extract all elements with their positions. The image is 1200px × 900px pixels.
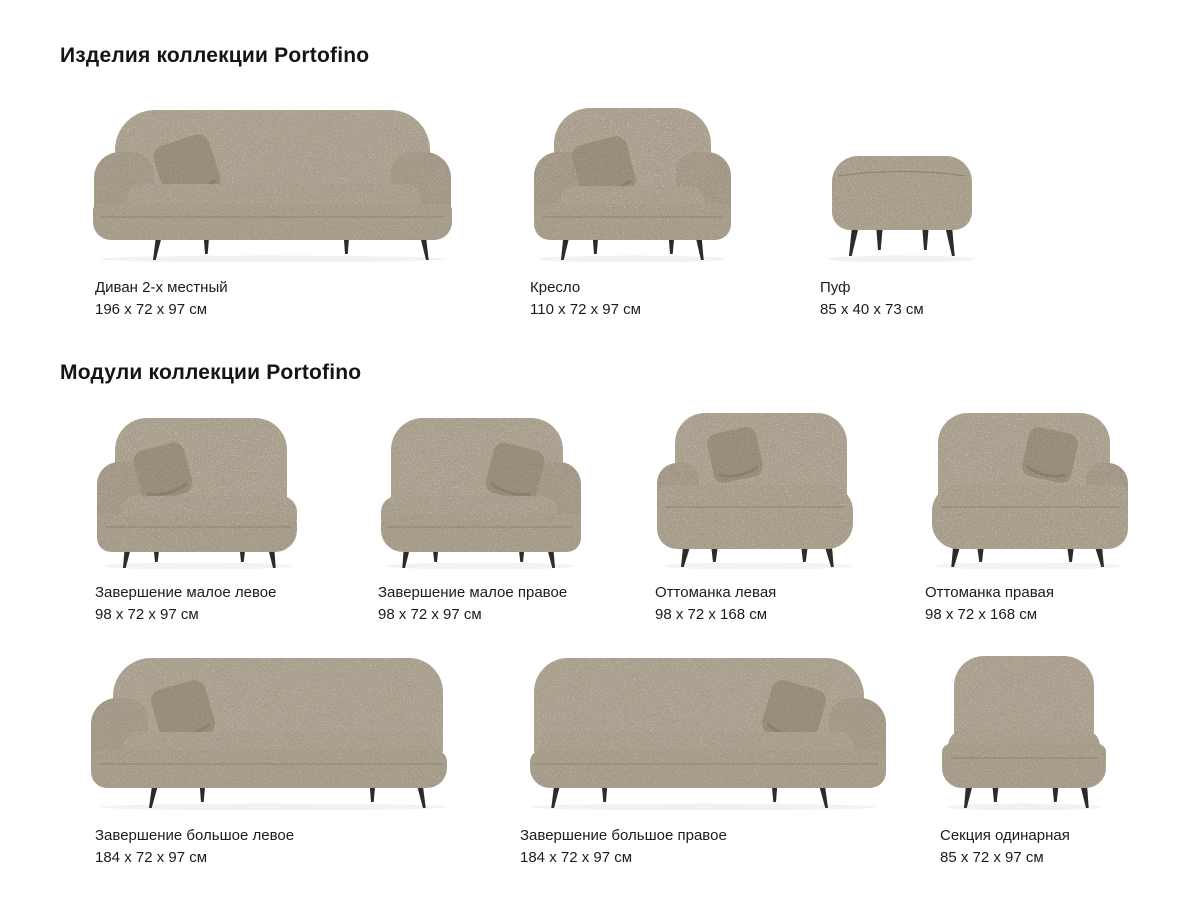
modules-rows	[60, 419, 1140, 869]
product-label	[95, 582, 378, 626]
product-card-end-small-right	[378, 419, 655, 626]
product-card-section-single	[940, 650, 1108, 869]
section-title-modules: Модули коллекции Portofino	[60, 361, 362, 384]
product-label	[530, 277, 820, 321]
product-name: Диван 2-х местный	[95, 279, 228, 296]
product-name: Завершение малое правое	[378, 584, 568, 601]
product-name: Пуф	[820, 279, 851, 296]
product-dimensions: 85 x 72 x 97 см	[940, 849, 1044, 866]
product-card-ottoman-right	[925, 419, 1130, 626]
ottoman-left-illustration	[655, 419, 925, 569]
product-card-pouf	[820, 102, 982, 321]
product-name: Оттоманка левая	[655, 584, 777, 601]
product-dimensions: 98 x 72 x 168 см	[655, 606, 768, 623]
product-card-armchair	[530, 102, 820, 321]
product-label	[95, 277, 530, 321]
product-label	[655, 582, 925, 626]
product-name: Оттоманка правая	[925, 584, 1054, 601]
sofa-two-seat-illustration	[85, 102, 530, 262]
product-name: Кресло	[530, 279, 581, 296]
section-title-products: Изделия коллекции Portofino	[60, 44, 370, 67]
product-dimensions: 98 x 72 x 97 см	[378, 606, 482, 623]
ottoman-right-illustration	[925, 419, 1130, 569]
product-name: Завершение малое левое	[95, 584, 277, 601]
product-label	[95, 825, 520, 869]
product-dimensions: 184 x 72 x 97 см	[95, 849, 208, 866]
product-dimensions: 110 x 72 x 97 см	[530, 301, 641, 318]
product-card-end-small-left	[95, 419, 378, 626]
product-label	[378, 582, 655, 626]
product-dimensions: 184 x 72 x 97 см	[520, 849, 633, 866]
product-dimensions: 98 x 72 x 168 см	[925, 606, 1038, 623]
product-label	[940, 825, 1108, 869]
product-label	[520, 825, 940, 869]
product-card-ottoman-left	[655, 419, 925, 626]
section-single-illustration	[940, 650, 1108, 810]
product-card-end-large-left	[95, 650, 520, 869]
product-row	[95, 419, 1140, 626]
product-card-sofa-two-seat	[95, 102, 530, 321]
product-dimensions: 98 x 72 x 97 см	[95, 606, 199, 623]
product-dimensions: 196 x 72 x 97 см	[95, 301, 208, 318]
section-modules	[60, 361, 1140, 869]
products-rows	[60, 102, 1140, 321]
product-card-end-large-right	[520, 650, 940, 869]
product-name: Завершение большое правое	[520, 827, 727, 844]
product-dimensions: 85 x 40 x 73 см	[820, 301, 924, 318]
end-small-left-illustration	[95, 419, 378, 569]
product-name: Завершение большое левое	[95, 827, 295, 844]
product-row	[95, 102, 1140, 321]
armchair-illustration	[530, 102, 820, 262]
end-large-right-illustration	[514, 650, 940, 810]
pouf-illustration	[822, 102, 982, 262]
end-small-right-illustration	[378, 419, 655, 569]
product-row	[95, 650, 1140, 869]
product-label	[820, 277, 982, 321]
section-products	[60, 44, 1140, 321]
product-name: Секция одинарная	[940, 827, 1070, 844]
product-label	[925, 582, 1130, 626]
end-large-left-illustration	[85, 650, 520, 810]
